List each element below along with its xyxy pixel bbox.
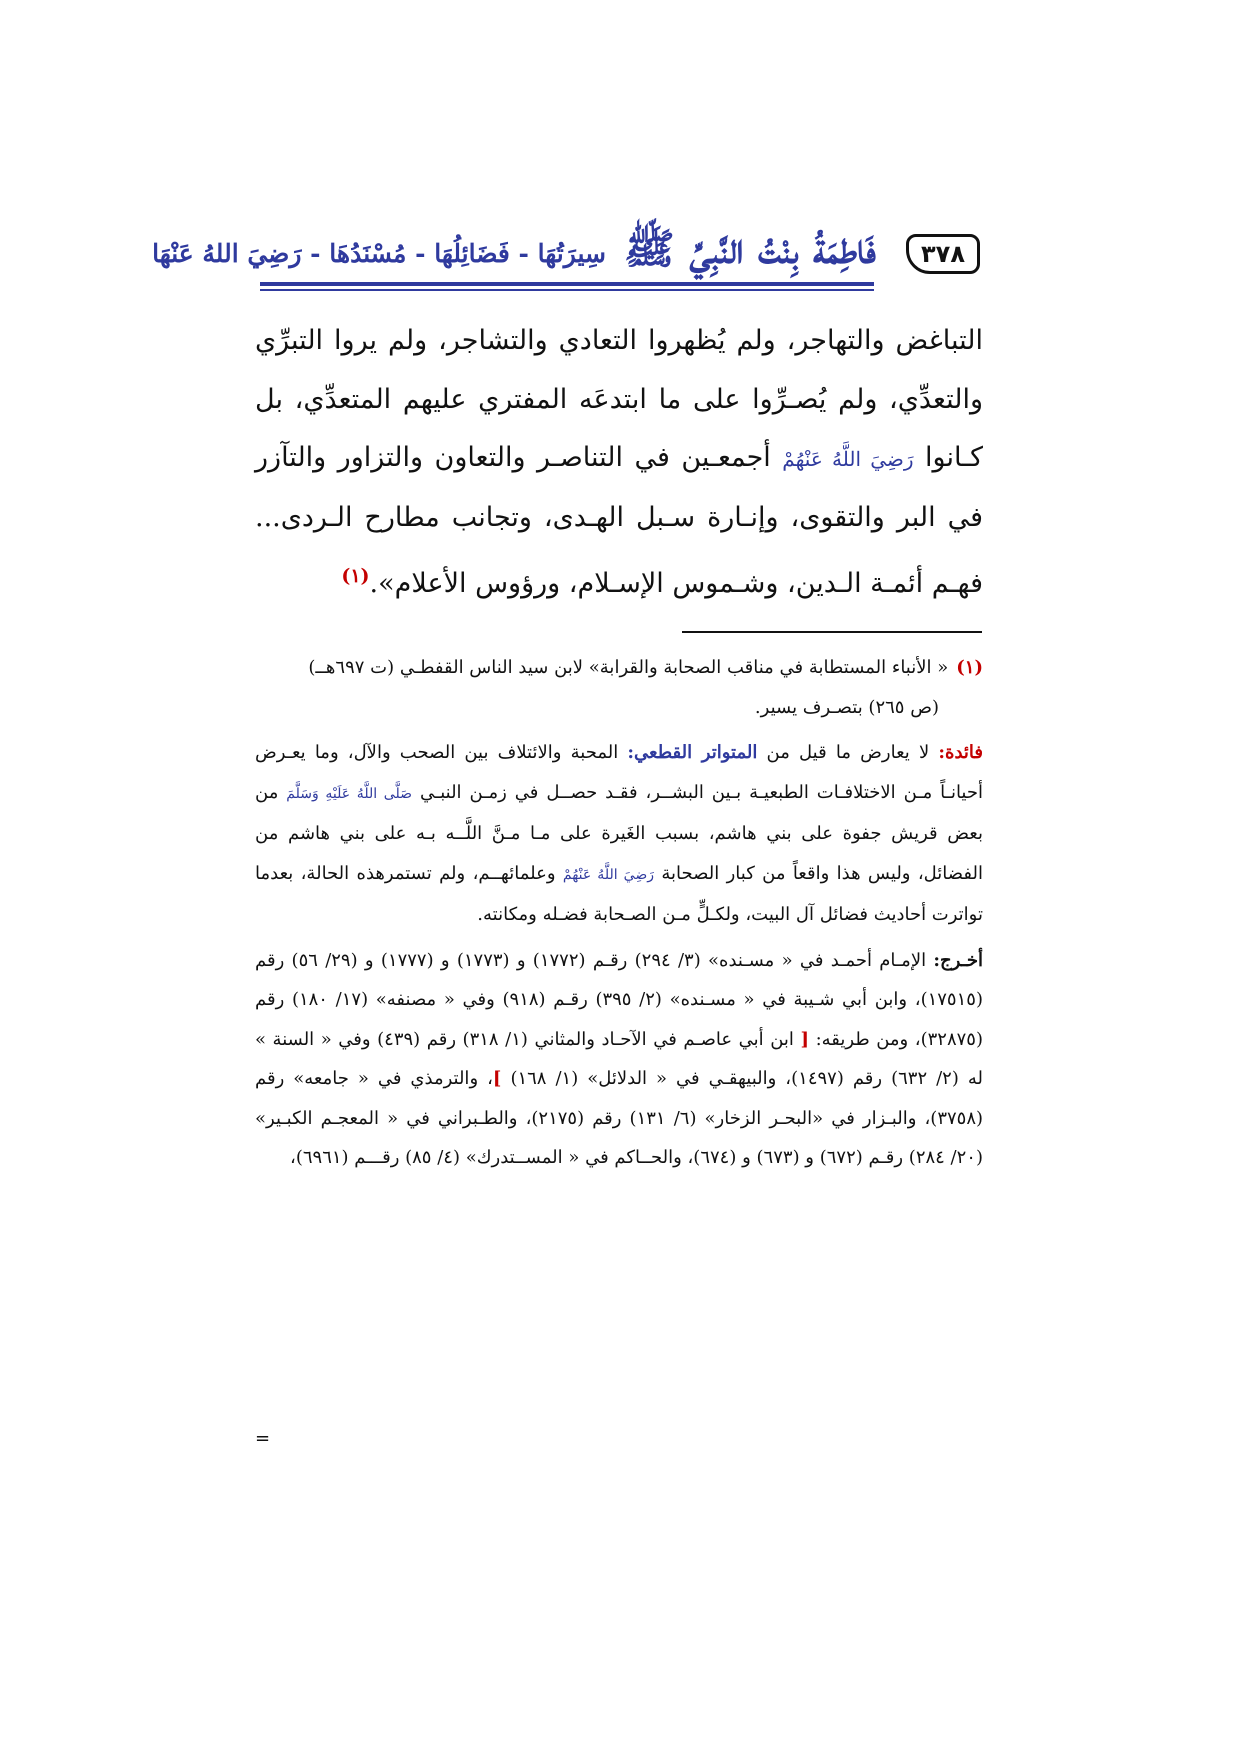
main-text-part-1: التباغض والتهاجر، ولم يُظهروا التعادي والتشاجر، ولم يروا التبرِّي والتعدِّي، ولم يُصـرِّوا على ما ابتدعَه المفتري عليهم المتعدِّي، بل كـانوا <box>255 325 983 473</box>
honorific-phrase: رَضِيَ اللَّهُ عَنْهُمْ <box>782 447 914 471</box>
header-rule <box>260 282 874 286</box>
header-rule-thin <box>260 289 874 291</box>
faida-text-1: لا يعارض ما قيل من <box>766 742 930 763</box>
faida-note <box>255 733 983 935</box>
takhrij-text-2: ابن أبي عاصـم في الآحـاد والمثاني (١/ ٣١٨) رقم (٤٣٩) وفي « السنة » له (٢/ ٦٣٢) رقم (١٤٩٧)، والبيهقـي في « الدلائل» (١/ ١٦٨) <box>255 1028 983 1089</box>
page-number: ٣٧٨ <box>906 234 980 274</box>
footnote-1-line-2: (ص ٢٦٥) بتصـرف يسير. <box>754 696 939 718</box>
book-title: فَاطِمَةُ بِنْتُ النَّبِيِّ ﷺ <box>624 224 876 273</box>
faida-honorific-prophet: صَلَّى اللَّهُ عَلَيْهِ وَسَلَّمَ <box>286 785 412 802</box>
faida-text-2: المحبة والائتلاف بين الصحب والآل، وما يعـرض أحيانـاً مـن الاختلافـات الطبعيـة بـين البشــر، فقـد حصــل في زمـن النبـي <box>255 742 983 803</box>
page-header <box>152 200 980 286</box>
footnote-separator <box>682 631 982 633</box>
faida-text-4: وعلمائهــم، ولم تستمرهذه الحالة، بعدما تواترت أحاديث فضائل آل البيت، ولكـلٍّ مـن الصـحابة فضـله ومكانته. <box>255 862 983 925</box>
takhrij-text-3: ، والترمذي في « جامعه» رقم (٣٧٥٨)، والبـزار في «البحـر الزخار» (٦/ ١٣١) رقم (٢١٧٥)، والطـبراني في « المعجـم الكبـير» (٢٠/ ٢٨٤) رقـم (٦٧٢) و (٦٧٣) و (٦٧٤)، والحــاكم في « المســتدرك» (٤/ ٨٥) رقـــم (٦٩٦١)، <box>255 1068 984 1168</box>
main-body-text <box>255 312 983 614</box>
book-subtitle: سِيرَتُهَا - فَضَائِلُهَا - مُسْنَدُهَا - رَضِيَ اللهُ عَنْهَا <box>152 239 606 268</box>
continuation-mark: = <box>255 1428 271 1449</box>
takhrij-note <box>255 941 983 1178</box>
footnote-number: (١) <box>956 657 983 678</box>
footnote-1 <box>255 648 983 727</box>
takhrij-text-1: الإمـام أحمـد في « مسـنده» (٣/ ٢٩٤) رقـم (١٧٧٢) و (١٧٧٣) و (١٧٧٧) و (٢٩/ ٥٦) رقم (١٧٥١٥)، وابن أبي شـيبة في « مسـنده» (٢/ ٣٩٥) رقـم (٩١٨) وفي « مصنفه» (١٧/ ١٨٠) رقم (٣٢٨٧٥)، ومن طريقه: <box>255 949 983 1050</box>
footnote-1-line-1: « الأنباء المستطابة في مناقب الصحابة والقرابة» لابن سيد الناس القفطـي (ت ٦٩٧هــ) <box>308 657 949 678</box>
takhrij-label: أخـرج: <box>933 949 983 971</box>
main-text-part-2: أجمعـين في التناصـر والتعاون والتزاور والتآزر في البر والتقوى، وإنـارة سـبل الهـدى، وتجانب مطارح الـردى... فهـم أئمـة الـدين، وشـموس الإسـلام، ورؤوس الأعلام». <box>255 442 983 599</box>
faida-label: فائدة: <box>938 742 983 763</box>
faida-honorific-companions: رَضِيَ اللَّهُ عَنْهُمْ <box>562 866 655 883</box>
bracket-open: [ <box>800 1028 810 1050</box>
bracket-close: ] <box>492 1068 502 1089</box>
faida-text-3: من بعض قريش جفوة على بني هاشم، بسبب الغَيرة على مـا مـنَّ اللَّــه بـه على بني هاشم من الفضائل، وليس هذا واقعاً من كبار الصحابة <box>255 781 983 884</box>
faida-highlight: المتواتر القطعي: <box>627 742 758 763</box>
footnote-reference[interactable]: (١) <box>341 565 370 587</box>
book-title-group <box>152 200 876 278</box>
footnotes-section <box>255 648 983 1178</box>
